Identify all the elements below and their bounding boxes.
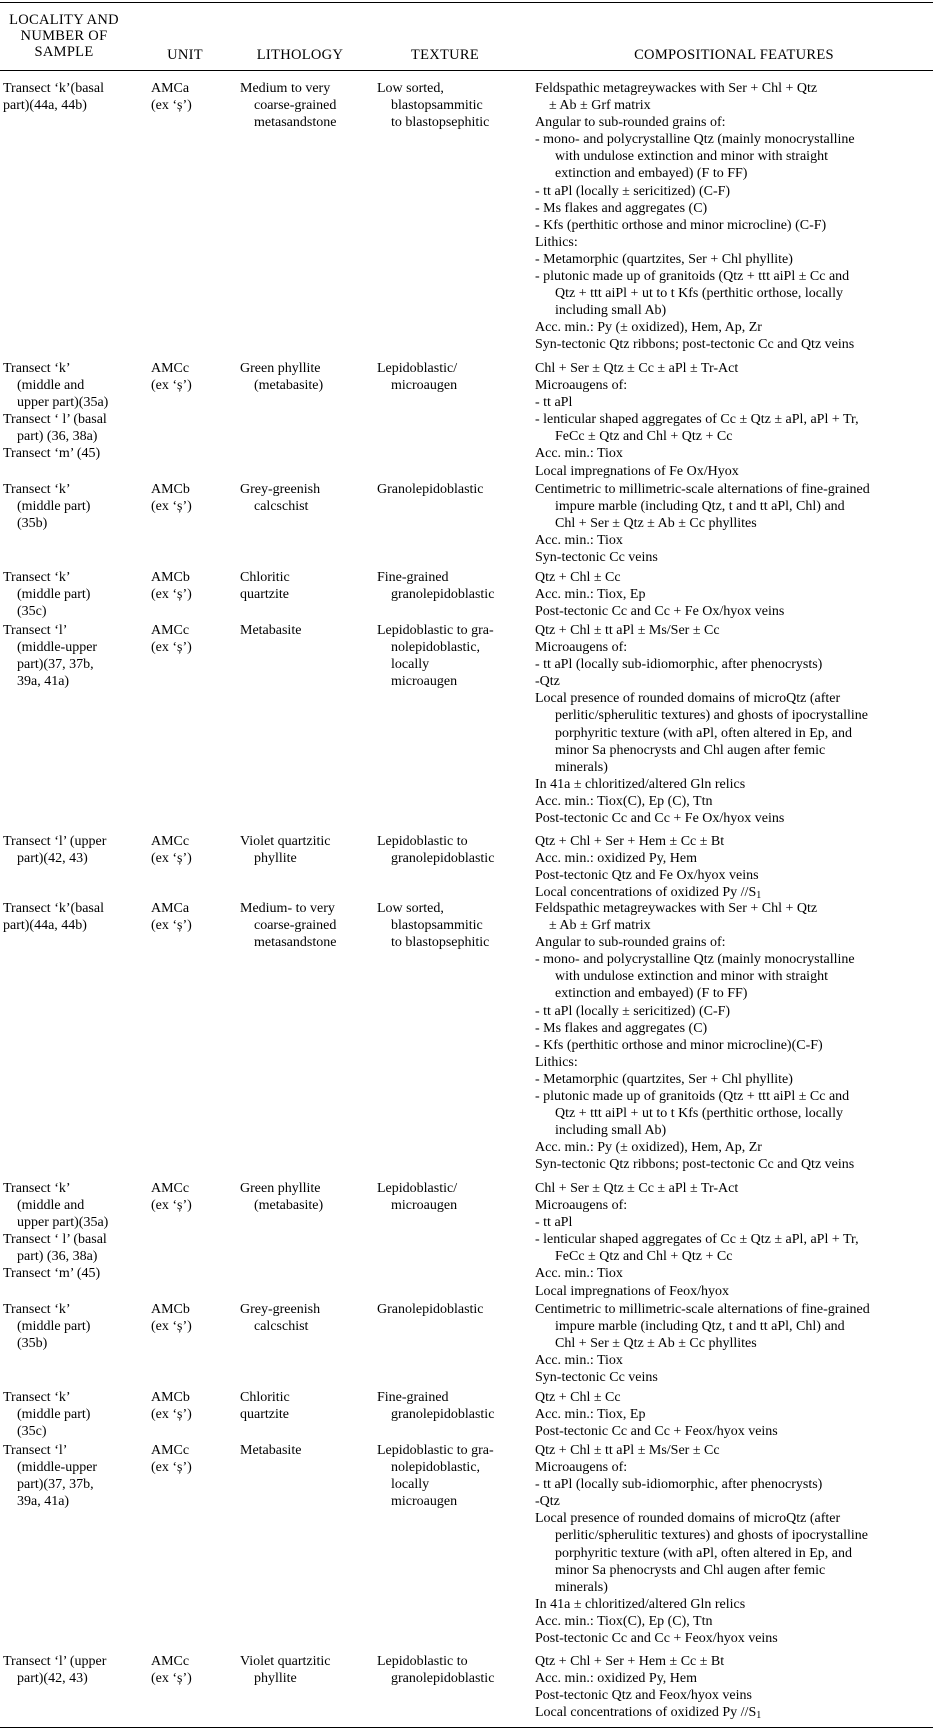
unit-cell [151,622,236,656]
texture-cell [377,1442,529,1510]
cell-line: Chl + Ser ± Qtz ± Ab ± Cc phyllites [555,1336,757,1352]
cell-line: Chl + Ser ± Qtz ± Cc ± aPl ± Tr-Act [535,1181,739,1196]
cell-line: (ex ‘ș’) [151,98,192,114]
cell-line: (middle and [17,378,85,394]
cell-line: Acc. min.: Tiox [535,1266,623,1282]
cell-line: 39a, 41a) [17,1494,70,1510]
lithology-cell [240,481,370,515]
cell-line: Granolepidoblastic [377,1302,484,1317]
cell-line: (middle part) [17,1407,91,1423]
cell-line: part) (36, 38a) [17,1249,98,1265]
cell-line: Angular to sub-rounded grains of: [535,935,726,951]
cell-line: Fine-grained [377,1390,449,1405]
cell-line: (ex ‘ș’) [151,1407,192,1423]
cell-line: Metabasite [240,1443,302,1458]
cell-line: - tt aPl (locally sub-idiomorphic, after phenocrysts) [535,1477,823,1493]
cell-line: Lithics: [535,234,578,250]
cell-line: Green phyllite [240,361,321,376]
cell-line: blastopsammitic [391,98,483,114]
unit-cell [151,900,236,934]
cell-line: Post-tectonic Qtz and Feox/hyox veins [535,1688,752,1704]
cell-line: calcschist [254,499,309,515]
texture-cell [377,481,529,498]
cell-line: - Ms flakes and aggregates (C) [535,200,708,216]
cell-line: AMCc [151,1654,190,1669]
cell-line: - mono- and polycrystalline Qtz (mainly monocrystalline [535,132,855,148]
locality-cell [3,900,143,934]
cell-line: Post-tectonic Cc and Cc + Fe Ox/hyox veins [535,811,785,827]
cell-line: locally [391,657,430,673]
texture-cell [377,1180,529,1214]
compositional-features-cell [535,1180,930,1300]
cell-line: Fine-grained [377,570,449,585]
cell-line: minor Sa phenocrysts and Chl augen after femic [555,742,826,758]
cell-line: AMCc [151,623,190,638]
cell-line: (35b) [17,516,48,532]
cell-line: ± Ab ± Grf matrix [549,918,651,934]
locality-cell [3,80,143,114]
cell-line: Qtz + Chl ± Cc [535,1390,621,1405]
cell-line: - Metamorphic (quartzites, Ser + Chl phyllite) [535,1071,793,1087]
cell-line: (middle-upper [17,640,98,656]
compositional-features-cell [535,622,930,827]
cell-line: Microaugens of: [535,1460,628,1476]
texture-cell [377,80,529,131]
lithology-cell [240,1653,370,1687]
texture-cell [377,833,529,867]
cell-line: part)(42, 43) [17,1671,88,1687]
texture-cell [377,1653,529,1687]
cell-line: Acc. min.: Tiox(C), Ep (C), Ttn [535,793,713,809]
cell-line: Local presence of rounded domains of microQtz (after [535,1511,841,1527]
cell-line: to blastopsephitic [391,115,490,131]
unit-cell [151,1301,236,1335]
cell-line: Qtz + Chl ± tt aPl ± Ms/Ser ± Cc [535,623,720,638]
header-bottom-rule [0,70,933,71]
header-lithology: LITHOLOGY [256,47,344,63]
cell-line: - lenticular shaped aggregates of Cc ± Qtz ± aPl, aPl + Tr, [535,412,859,428]
cell-line: quartzite [240,587,289,603]
cell-line: - tt aPl [535,395,573,411]
cell-line: minerals) [555,1579,608,1595]
cell-line: granolepidoblastic [391,587,495,603]
cell-line: Lepidoblastic to gra- [377,1443,494,1458]
lithology-cell [240,360,370,394]
cell-line: (middle part) [17,499,91,515]
cell-line: Acc. min.: Py (± oxidized), Hem, Ap, Zr [535,1140,762,1156]
cell-line: upper part)(35a) [17,1215,109,1231]
cell-line: Acc. min.: Py (± oxidized), Hem, Ap, Zr [535,320,762,336]
cell-line: 39a, 41a) [17,674,70,690]
cell-line: granolepidoblastic [391,1407,495,1423]
lithology-cell [240,833,370,867]
locality-cell [3,833,143,867]
cell-line: part)(44a, 44b) [3,98,87,114]
cell-line: Qtz + ttt aiPl + ut to t Kfs (perthitic orthose, locally [555,286,843,302]
cell-line: Transect ‘k’ [3,361,71,376]
cell-line: including small Ab) [555,303,667,319]
lithology-cell [240,569,370,603]
cell-line: (ex ‘ș’) [151,1319,192,1335]
cell-line: - Ms flakes and aggregates (C) [535,1020,708,1036]
texture-cell [377,1301,529,1318]
unit-cell [151,569,236,603]
unit-cell [151,481,236,515]
subscript: 1 [756,890,762,902]
cell-line: Lithics: [535,1054,578,1070]
cell-line: Transect ‘k’ [3,482,71,497]
cell-line: Microaugens of: [535,1198,628,1214]
cell-line: microaugen [391,1198,458,1214]
cell-line: (ex ‘ș’) [151,640,192,656]
cell-line: part)(44a, 44b) [3,918,87,934]
compositional-features-cell [535,1389,930,1440]
compositional-features-cell [535,360,930,480]
lithology-cell [240,1442,370,1459]
texture-cell [377,360,529,394]
texture-cell [377,569,529,603]
cell-line: Lepidoblastic to [377,834,468,849]
cell-line: blastopsammitic [391,918,483,934]
cell-line: ± Ab ± Grf matrix [549,98,651,114]
cell-line: Transect ‘l’ (upper [3,834,107,849]
cell-line: (ex ‘ș’) [151,1671,192,1687]
cell-line: (ex ‘ș’) [151,851,192,867]
compositional-features-cell [535,833,930,901]
cell-line: Acc. min.: Tiox [535,533,623,549]
table-top-rule [0,2,933,3]
cell-line: Angular to sub-rounded grains of: [535,115,726,131]
cell-line: Transect ‘m’ (45) [3,1266,101,1282]
cell-line: impure marble (including Qtz, t and tt aPl, Chl) and [555,1319,845,1335]
cell-line: (middle part) [17,587,91,603]
compositional-features-cell [535,569,930,620]
cell-line: Transect ‘k’ [3,1390,71,1405]
texture-cell [377,622,529,690]
lithology-cell [240,1389,370,1423]
cell-line: Medium to very [240,81,331,96]
cell-line: AMCc [151,1443,190,1458]
cell-line: Green phyllite [240,1181,321,1196]
cell-line: Syn-tectonic Cc veins [535,1370,658,1386]
unit-cell [151,1653,236,1687]
header-locality [0,12,128,60]
cell-line: Grey-greenish [240,1302,321,1317]
cell-line: metasandstone [254,935,337,951]
cell-line: Acc. min.: oxidized Py, Hem [535,1671,698,1687]
unit-cell [151,1442,236,1476]
compositional-features-cell [535,1653,930,1721]
compositional-features-cell [535,481,930,566]
header-unit: UNIT [167,47,203,63]
lithology-cell [240,900,370,951]
cell-line: Syn-tectonic Qtz ribbons; post-tectonic Cc and Qtz veins [535,337,855,353]
cell-line: minor Sa phenocrysts and Chl augen after femic [555,1562,826,1578]
cell-line: Low sorted, [377,901,444,916]
cell-line: Local impregnations of Fe Ox/Hyox [535,463,739,479]
cell-line: FeCc ± Qtz and Chl + Qtz + Cc [555,1249,733,1265]
cell-line: Acc. min.: Tiox [535,446,623,462]
cell-line: Chloritic [240,570,290,585]
cell-line: Low sorted, [377,81,444,96]
cell-line: Centimetric to millimetric-scale alternations of fine-grained [535,482,870,497]
cell-line: Local impregnations of Feox/hyox [535,1283,730,1299]
cell-line: Acc. min.: oxidized Py, Hem [535,851,698,867]
cell-line: Transect ‘k’ [3,570,71,585]
cell-line: - tt aPl (locally ± sericitized) (C-F) [535,183,731,199]
table-bottom-rule [0,1727,933,1728]
cell-line: porphyritic texture (with aPl, often altered in Ep, and [555,725,853,741]
cell-line: - tt aPl (locally ± sericitized) (C-F) [535,1003,731,1019]
cell-line: extinction and embayed) (F to FF) [555,986,748,1002]
cell-line: Local presence of rounded domains of microQtz (after [535,691,841,707]
compositional-features-cell [535,900,930,1174]
cell-line: perlitic/spherulitic textures) and ghosts of ipocrystalline [555,1528,868,1544]
cell-line: perlitic/spherulitic textures) and ghosts of ipocrystalline [555,708,868,724]
cell-line: - lenticular shaped aggregates of Cc ± Qtz ± aPl, aPl + Tr, [535,1232,859,1248]
cell-line: nolepidoblastic, [391,1460,481,1476]
cell-line: AMCc [151,1181,190,1196]
cell-line: Acc. min.: Tiox [535,1353,623,1369]
cell-line: Transect ‘l’ (upper [3,1654,107,1669]
cell-line: Syn-tectonic Cc veins [535,550,658,566]
cell-line: Violet quartzitic [240,1654,331,1669]
locality-cell [3,1180,143,1283]
cell-line: phyllite [254,1671,297,1687]
locality-cell [3,1653,143,1687]
texture-cell [377,1389,529,1423]
cell-line: with undulose extinction and minor with straight [555,149,828,165]
cell-line: granolepidoblastic [391,851,495,867]
cell-line: microaugen [391,1494,458,1510]
cell-line: Post-tectonic Cc and Cc + Feox/hyox veins [535,1631,778,1647]
cell-line: microaugen [391,674,458,690]
cell-line: with undulose extinction and minor with straight [555,969,828,985]
locality-cell [3,1442,143,1510]
cell-line: Microaugens of: [535,378,628,394]
cell-line: Transect ‘k’(basal [3,81,104,96]
cell-line: impure marble (including Qtz, t and tt aPl, Chl) and [555,499,845,515]
unit-cell [151,1389,236,1423]
cell-line: (ex ‘ș’) [151,1198,192,1214]
cell-line: (ex ‘ș’) [151,918,192,934]
cell-line: - Kfs (perthitic orthose and minor microcline)(C-F) [535,1037,823,1053]
cell-line: Metabasite [240,623,302,638]
cell-line: (ex ‘ș’) [151,499,192,515]
cell-line: Chl + Ser ± Qtz ± Ab ± Cc phyllites [555,516,757,532]
cell-line: Transect ‘ l’ (basal [3,412,107,428]
unit-cell [151,360,236,394]
cell-line: Local concentrations of oxidized Py $//S_1$ [535,1705,762,1722]
compositional-features-cell [535,1442,930,1647]
cell-line: In 41a ± chloritized/altered Gln relics [535,776,746,792]
cell-line: Transect ‘m’ (45) [3,446,101,462]
cell-line: part)(37, 37b, [17,657,94,673]
cell-line: nolepidoblastic, [391,640,481,656]
header-locality-line: SAMPLE [34,44,94,60]
locality-cell [3,481,143,532]
cell-line: phyllite [254,851,297,867]
cell-line: Violet quartzitic [240,834,331,849]
cell-line: - tt aPl [535,1215,573,1231]
compositional-features-cell [535,1301,930,1386]
cell-line: Feldspathic metagreywackes with Ser + Chl + Qtz [535,901,818,916]
locality-cell [3,1301,143,1352]
cell-line: coarse-grained [254,98,337,114]
cell-line: Local concentrations of oxidized Py $//S_1$ [535,885,762,902]
cell-line: AMCa [151,81,190,96]
cell-line: Qtz + Chl + Ser + Hem ± Cc ± Bt [535,1654,725,1669]
locality-cell [3,622,143,690]
cell-line: Microaugens of: [535,640,628,656]
cell-line: - Metamorphic (quartzites, Ser + Chl phyllite) [535,251,793,267]
cell-line: metasandstone [254,115,337,131]
cell-line: coarse-grained [254,918,337,934]
unit-cell [151,1180,236,1214]
cell-line: (35c) [17,1424,47,1440]
cell-line: Qtz + ttt aiPl + ut to t Kfs (perthitic orthose, locally [555,1106,843,1122]
cell-line: Acc. min.: Tiox, Ep [535,587,646,603]
cell-line: Medium- to very [240,901,335,916]
unit-cell [151,80,236,114]
cell-line: microaugen [391,378,458,394]
cell-line: Lepidoblastic to [377,1654,468,1669]
cell-line: locally [391,1477,430,1493]
cell-line: calcschist [254,1319,309,1335]
cell-line: (metabasite) [254,378,324,394]
cell-line: Transect ‘k’(basal [3,901,104,916]
lithology-cell [240,1301,370,1335]
cell-line: quartzite [240,1407,289,1423]
cell-line: AMCb [151,1302,190,1317]
locality-cell [3,1389,143,1440]
cell-line: part)(37, 37b, [17,1477,94,1493]
cell-line: (ex ‘ș’) [151,378,192,394]
cell-line: - plutonic made up of granitoids (Qtz + ttt aiPl ± Cc and [535,1089,850,1105]
cell-line: -Qtz [535,1494,560,1510]
cell-line: (ex ‘ș’) [151,1460,192,1476]
cell-line: Grey-greenish [240,482,321,497]
cell-line: upper part)(35a) [17,395,109,411]
cell-line: to blastopsephitic [391,935,490,951]
cell-line: (35c) [17,604,47,620]
cell-line: Syn-tectonic Qtz ribbons; post-tectonic Cc and Qtz veins [535,1157,855,1173]
cell-line: Post-tectonic Cc and Cc + Feox/hyox veins [535,1424,778,1440]
cell-line: - plutonic made up of granitoids (Qtz + ttt aiPl ± Cc and [535,269,850,285]
cell-line: - mono- and polycrystalline Qtz (mainly monocrystalline [535,952,855,968]
compositional-features-cell [535,80,930,354]
header-texture: TEXTURE [410,47,480,63]
cell-line: Transect ‘l’ [3,623,68,638]
unit-cell [151,833,236,867]
cell-line: In 41a ± chloritized/altered Gln relics [535,1596,746,1612]
locality-cell [3,360,143,463]
cell-line: Qtz + Chl ± Cc [535,570,621,585]
cell-line: extinction and embayed) (F to FF) [555,166,748,182]
cell-line: FeCc ± Qtz and Chl + Qtz + Cc [555,429,733,445]
cell-line: Post-tectonic Cc and Cc + Fe Ox/hyox veins [535,604,785,620]
cell-line: - tt aPl (locally sub-idiomorphic, after phenocrysts) [535,657,823,673]
cell-line: Acc. min.: Tiox(C), Ep (C), Ttn [535,1613,713,1629]
lithology-cell [240,1180,370,1214]
cell-line: AMCc [151,361,190,376]
cell-line: granolepidoblastic [391,1671,495,1687]
cell-line: Chl + Ser ± Qtz ± Cc ± aPl ± Tr-Act [535,361,739,376]
cell-line: Qtz + Chl ± tt aPl ± Ms/Ser ± Cc [535,1443,720,1458]
cell-line: -Qtz [535,674,560,690]
cell-line: (metabasite) [254,1198,324,1214]
cell-line: (middle and [17,1198,85,1214]
texture-cell [377,900,529,951]
cell-line: including small Ab) [555,1123,667,1139]
cell-line: AMCb [151,1390,190,1405]
cell-line: AMCb [151,570,190,585]
cell-line: Transect ‘ l’ (basal [3,1232,107,1248]
cell-line: part) (36, 38a) [17,429,98,445]
cell-line: - Kfs (perthitic orthose and minor microcline) (C-F) [535,217,827,233]
cell-line: Lepidoblastic/ [377,1181,458,1196]
cell-line: Granolepidoblastic [377,482,484,497]
lithology-cell [240,80,370,131]
cell-line: Acc. min.: Tiox, Ep [535,1407,646,1423]
cell-line: porphyritic texture (with aPl, often altered in Ep, and [555,1545,853,1561]
header-locality-line: NUMBER OF [20,28,108,44]
cell-line: Transect ‘k’ [3,1302,71,1317]
cell-line: Transect ‘l’ [3,1443,68,1458]
cell-line: minerals) [555,759,608,775]
header-locality-line: LOCALITY AND [9,12,119,28]
cell-line: (35b) [17,1336,48,1352]
subscript: 1 [756,1710,762,1722]
cell-line: Chloritic [240,1390,290,1405]
cell-line: AMCb [151,482,190,497]
cell-line: Post-tectonic Qtz and Fe Ox/hyox veins [535,868,759,884]
cell-line: Transect ‘k’ [3,1181,71,1196]
cell-line: Lepidoblastic to gra- [377,623,494,638]
cell-line: AMCa [151,901,190,916]
cell-line: part)(42, 43) [17,851,88,867]
locality-cell [3,569,143,620]
cell-line: Lepidoblastic/ [377,361,458,376]
cell-line: Qtz + Chl + Ser + Hem ± Cc ± Bt [535,834,725,849]
header-compositional-features: COMPOSITIONAL FEATURES [634,47,834,63]
lithology-cell [240,622,370,639]
cell-line: (middle part) [17,1319,91,1335]
cell-line: (ex ‘ș’) [151,587,192,603]
cell-line: AMCc [151,834,190,849]
cell-line: Centimetric to millimetric-scale alternations of fine-grained [535,1302,870,1317]
cell-line: Feldspathic metagreywackes with Ser + Chl + Qtz [535,81,818,96]
cell-line: (middle-upper [17,1460,98,1476]
